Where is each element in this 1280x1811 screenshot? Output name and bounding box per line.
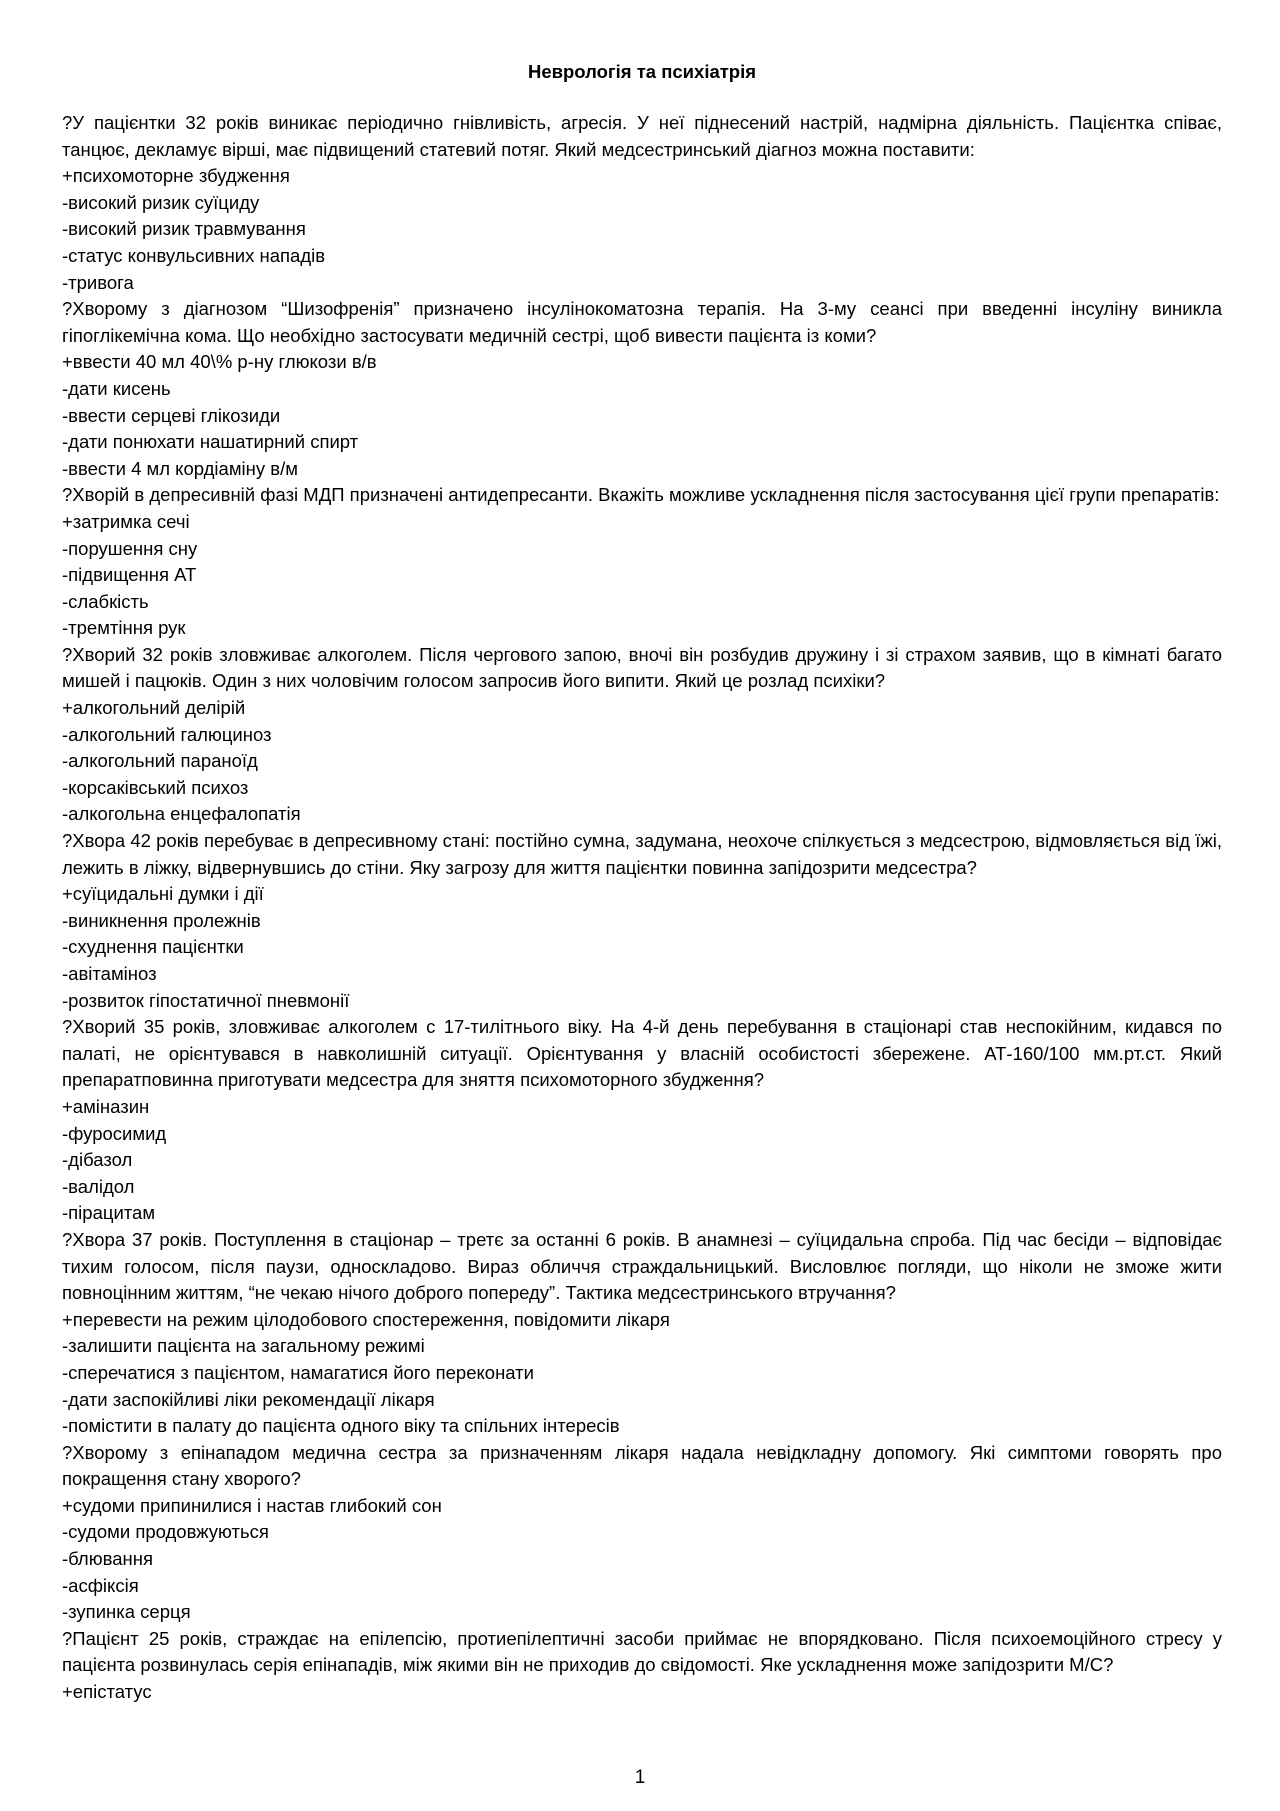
correct-answer: +судоми припинилися і настав глибокий сон [62, 1494, 442, 1516]
answer-option: -фуросимид [62, 1122, 167, 1144]
answer-option: -порушення сну [62, 537, 198, 559]
answer-option: -дібазол [62, 1149, 133, 1171]
question-block [62, 1626, 1222, 1706]
question-text: ?У пацієнтки 32 років виникає періодично гнівливість, агресія. У неї піднесений настрій, надмірна діяльність. Пацієнтка співає, танцює, декламує вірші, має підвищений статевий потяг. Який медсестринський діагноз можна поставити: [62, 112, 1222, 160]
correct-answer: +суїцидальні думки і дії [62, 883, 264, 905]
answer-option: -дати кисень [62, 377, 171, 399]
question-text: ?Хворому з епінападом медична сестра за призначенням лікаря надала невідкладну допомогу. Які симптоми говорять про покращення стану хворого? [62, 1441, 1222, 1490]
question-text: ?Хворій в депресивній фазі МДП призначені антидепресанти. Вкажіть можливе ускладнення після застосування цієї групи препаратів: [62, 484, 1220, 506]
answer-option: -алкогольний галюциноз [62, 723, 272, 745]
answer-option: -розвиток гіпостатичної пневмонії [62, 989, 350, 1011]
answer-option: -залишити пацієнта на загальному режимі [62, 1335, 425, 1357]
answer-option: -підвищення АТ [62, 564, 197, 586]
answer-option: -слабкість [62, 590, 149, 612]
correct-answer: +психомоторне збудження [62, 165, 290, 187]
question-text: ?Хворий 35 років, зловживає алкоголем с 17-тилітнього віку. На 4-й день перебування в стаціонарі став неспокійним, кидався по палаті, не орієнтувався в навколишній ситуації. Орієнтування у власній особистості збережене. АТ-160/100 мм.рт.ст. Який препаратповинна приготувати медсестра для зняття психомоторного збудження? [62, 1016, 1222, 1091]
answer-option: -дати понюхати нашатирний спирт [62, 431, 359, 453]
answer-option: -тривога [62, 271, 134, 293]
question-block [62, 482, 1222, 642]
question-text: ?Хворому з діагнозом “Шизофренія” призначено інсулінокоматозна терапія. На 3-му сеансі при введенні інсуліну виникла гіпоглікемічна кома. Що необхідно застосувати медичній сестрі, щоб вивести пацієнта із коми? [62, 298, 1222, 346]
answer-option: -виникнення пролежнів [62, 909, 261, 931]
question-block [62, 296, 1222, 482]
question-block [62, 1227, 1222, 1440]
answer-option: -зупинка серця [62, 1601, 191, 1623]
answer-option: -тремтіння рук [62, 617, 186, 639]
question-block [62, 110, 1222, 296]
answer-option: -сперечатися з пацієнтом, намагатися його переконати [62, 1361, 534, 1383]
question-block [62, 1440, 1222, 1626]
question-list [62, 110, 1222, 1706]
answer-option: -пірацитам [62, 1202, 156, 1224]
page-number: 1 [634, 1767, 646, 1788]
answer-option: -алкогольний параноїд [62, 750, 258, 772]
answer-option: -корсаківський психоз [62, 776, 249, 798]
answer-option: -авітаміноз [62, 963, 157, 984]
question-text: ?Хворий 32 років зловживає алкоголем. Після чергового запою, вночі він розбудив дружину і зі страхом заявив, що в кімнаті багато мишей і пацюків. Один з них чоловічим голосом запросив його випити. Який це розлад психіки? [62, 643, 1222, 692]
answer-option: -асфіксія [62, 1574, 139, 1596]
question-block [62, 828, 1222, 1014]
answer-option: -судоми продовжуються [62, 1521, 269, 1543]
answer-option: -ввести 4 мл кордіаміну в/м [62, 457, 298, 479]
correct-answer: +перевести на режим цілодобового спостереження, повідомити лікаря [62, 1308, 670, 1330]
correct-answer: +епістатус [62, 1681, 152, 1703]
question-text: ?Пацієнт 25 років, страждає на епілепсію, протиепілептичні засоби приймає не впорядковано. Після психоемоційного стресу у пацієнта розвинулась серія епінападів, між якими він не приходив до свідомості. Яке ускладнення може запідозрити М/С? [62, 1627, 1222, 1676]
correct-answer: +алкогольний делірій [62, 697, 246, 719]
question-block [62, 642, 1222, 828]
answer-option: -схуднення пацієнтки [62, 936, 244, 958]
document-title: Неврологія та психіатрія [527, 61, 757, 82]
correct-answer: +ввести 40 мл 40\% р-ну глюкози в/в [62, 351, 377, 373]
question-text: ?Хвора 37 років. Поступлення в стаціонар – третє за останні 6 років. В анамнезі – суїцидальна спроба. Під час бесіди – відповідає тихим голосом, після паузи, односкладово. Вираз обличчя страждальницький. Висловлює погляди, що ніколи не зможе жити повноцінним життям, “не чекаю нічого доброго попереду”. Тактика медсестринського втручання? [62, 1228, 1222, 1304]
correct-answer: +аміназин [62, 1095, 150, 1117]
answer-option: -валідол [62, 1175, 135, 1197]
answer-option: -помістити в палату до пацієнта одного віку та спільних інтересів [62, 1415, 620, 1437]
document-page [62, 58, 1222, 1706]
answer-option: -статус конвульсивних нападів [62, 244, 326, 266]
answer-option: -високий ризик травмування [62, 218, 306, 240]
correct-answer: +затримка сечі [62, 510, 190, 532]
question-text: ?Хвора 42 років перебуває в депресивному стані: постійно сумна, задумана, неохоче спілкується з медсестрою, відмовляється від їжі, лежить в ліжку, відвернувшись до стіни. Яку загрозу для життя пацієнтки повинна запідозрити медсестра? [62, 830, 1222, 878]
answer-option: -дати заспокійливі ліки рекомендації лікаря [62, 1388, 435, 1410]
answer-option: -високий ризик суїциду [62, 191, 260, 213]
answer-option: -ввести серцеві глікозиди [62, 404, 281, 426]
question-block [62, 1014, 1222, 1227]
answer-option: -алкогольна енцефалопатія [62, 803, 301, 825]
answer-option: -блювання [62, 1548, 153, 1570]
